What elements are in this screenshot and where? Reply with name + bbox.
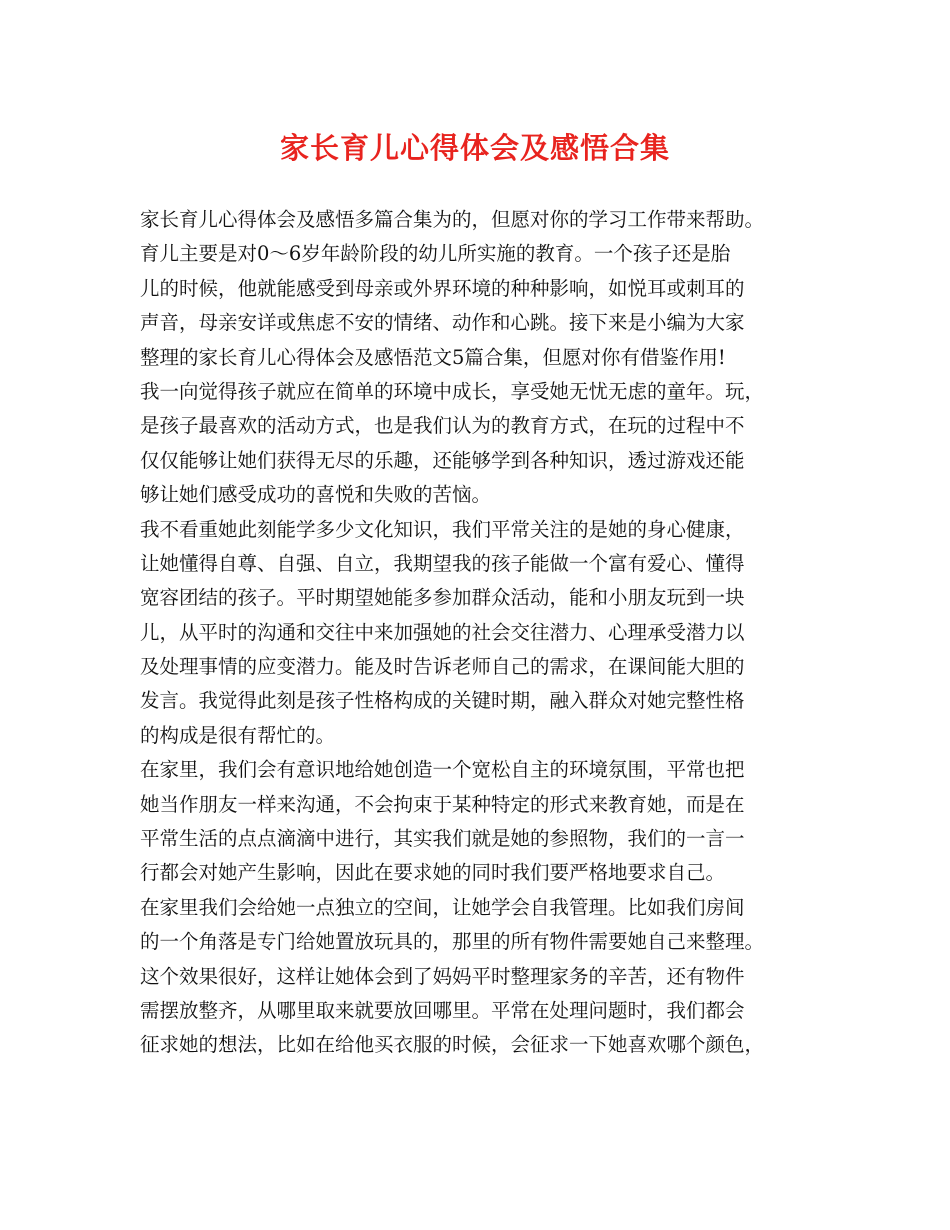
text-line: 在家里我们会给她一点独立的空间，让她学会自我管理。比如我们房间 xyxy=(140,895,745,919)
document-title: 家长育儿心得体会及感悟合集 xyxy=(279,131,670,165)
text-line: 在家里，我们会有意识地给她创造一个宽松自主的环境氛围，平常也把 xyxy=(140,758,745,782)
text-line: 仅仅能够让她们获得无尽的乐趣，还能够学到各种知识，透过游戏还能 xyxy=(140,448,745,472)
text-line: 够让她们感受成功的喜悦和失败的苦恼。 xyxy=(140,483,492,507)
text-line: 我一向觉得孩子就应在简单的环境中成长，享受她无忧无虑的童年。玩， xyxy=(140,379,765,403)
text-line: 让她懂得自尊、自强、自立，我期望我的孩子能做一个富有爱心、懂得 xyxy=(140,551,745,575)
text-line: 是孩子最喜欢的活动方式，也是我们认为的教育方式，在玩的过程中不 xyxy=(140,414,745,438)
text-line: 家长育儿心得体会及感悟多篇合集为的，但愿对你的学习工作带来帮助。 xyxy=(140,208,765,231)
text-line: 儿，从平时的沟通和交往中来加强她的社会交往潜力、心理承受潜力以 xyxy=(140,620,745,644)
text-line: 我不看重她此刻能学多少文化知识，我们平常关注的是她的身心健康， xyxy=(140,517,745,541)
text-line: 行都会对她产生影响，因此在要求她的同时我们要严格地要求自己。 xyxy=(140,861,726,885)
text-line: 及处理事情的应变潜力。能及时告诉老师自己的需求，在课间能大胆的 xyxy=(140,655,745,679)
text-line: 儿的时候，他就能感受到母亲或外界环境的种种影响，如悦耳或刺耳的 xyxy=(140,276,745,300)
text-line: 的构成是很有帮忙的。 xyxy=(140,723,336,747)
document-body xyxy=(140,203,830,1063)
text-line: 她当作朋友一样来沟通，不会拘束于某种特定的形式来教育她，而是在 xyxy=(140,792,745,816)
text-line: 这个效果很好，这样让她体会到了妈妈平时整理家务的辛苦，还有物件 xyxy=(140,964,745,988)
text-line: 平常生活的点点滴滴中进行，其实我们就是她的参照物，我们的一言一 xyxy=(140,827,745,851)
text-line: 的一个角落是专门给她置放玩具的，那里的所有物件需要她自己来整理。 xyxy=(140,930,765,954)
text-line: 宽容团结的孩子。平时期望她能多参加群众活动，能和小朋友玩到一块 xyxy=(140,586,745,610)
text-line: 发言。我觉得此刻是孩子性格构成的关键时期，融入群众对她完整性格 xyxy=(140,689,745,713)
text-line: 需摆放整齐，从哪里取来就要放回哪里。平常在处理问题时，我们都会 xyxy=(140,998,745,1022)
text-line: 声音，母亲安详或焦虑不安的情绪、动作和心跳。接下来是小编为大家 xyxy=(140,311,745,335)
text-line: 育儿主要是对0～6岁年龄阶段的幼儿所实施的教育。一个孩子还是胎 xyxy=(140,242,731,266)
text-line: 整理的家长育儿心得体会及感悟范文5篇合集，但愿对你有借鉴作用! xyxy=(140,345,726,369)
text-line: 征求她的想法，比如在给他买衣服的时候，会征求一下她喜欢哪个颜色， xyxy=(140,1033,765,1057)
